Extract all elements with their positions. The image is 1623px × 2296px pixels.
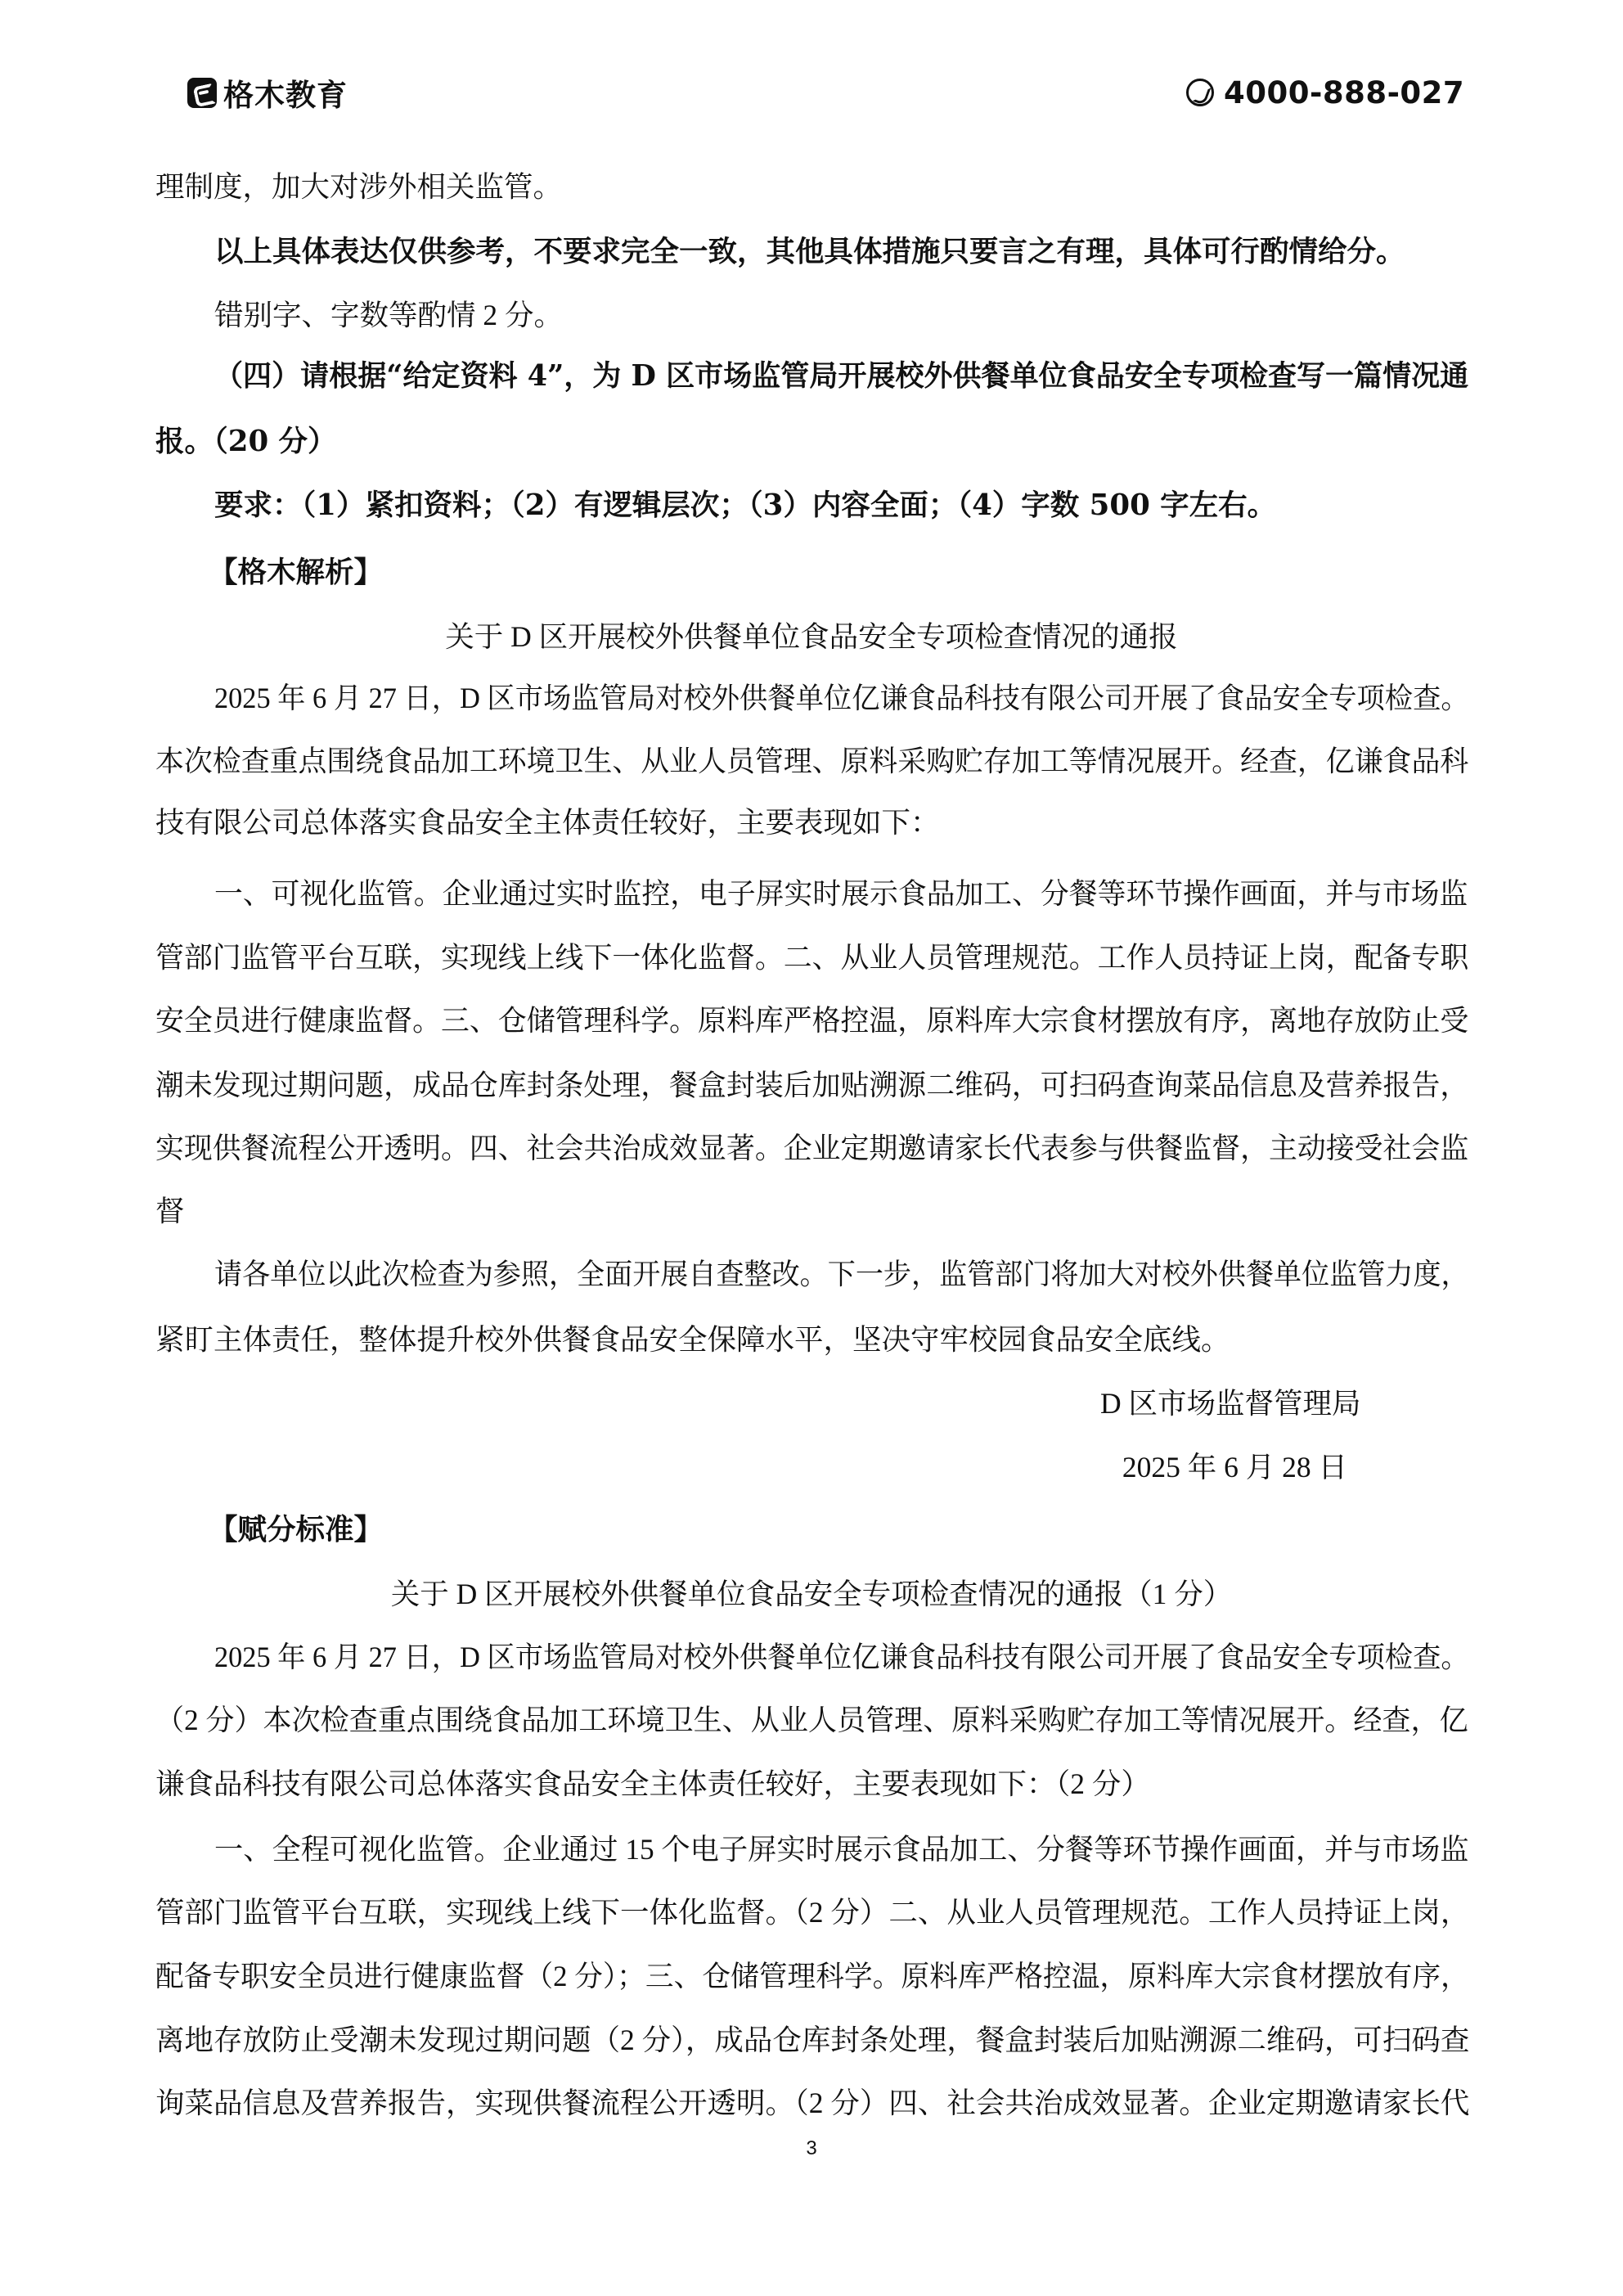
text-line: 管部门监管平台互联，实现线上线下一体化监督。（2 分）二、从业人员管理规范。工作人员持证上岗，: [155, 1896, 1470, 1929]
scoring-title: 关于 D 区开展校外供餐单位食品安全专项检查情况的通报（1 分）: [390, 1578, 1233, 1610]
phone-icon: [1186, 79, 1214, 106]
text-line: 本次检查重点围绕食品加工环境卫生、从业人员管理、原料采购贮存加工等情况展开。经查，亿谦食品科: [155, 745, 1469, 777]
text-line: 请各单位以此次检查为参照，全面开展自查整改。下一步，监管部门将加大对校外供餐单位监管力度，: [214, 1258, 1469, 1290]
question-line: 报。（20 分）: [155, 425, 337, 458]
logo-mark-icon: [187, 78, 217, 108]
text-line: （2 分）本次检查重点围绕食品加工环境卫生、从业人员管理、原料采购贮存加工等情况展开。经查，亿: [155, 1704, 1468, 1736]
text-line: 理制度，加大对涉外相关监管。: [155, 170, 563, 203]
text-line: 询菜品信息及营养报告，实现供餐流程公开透明。（2 分）四、社会共治成效显著。企业定期邀请家长代: [155, 2087, 1470, 2119]
text-line: 管部门监管平台互联，实现线上线下一体化监督。二、从业人员管理规范。工作人员持证上岗，配备专职: [155, 941, 1469, 974]
text-line: 安全员进行健康监督。三、仓储管理科学。原料库严格控温，原料库大宗食材摆放有序，离地存放防止受: [155, 1004, 1469, 1037]
page-number: 3: [806, 2137, 817, 2159]
hotline: [1186, 72, 1464, 113]
bold-note: 以上具体表达仅供参考，不要求完全一致，其他具体措施只要言之有理，具体可行酌情给分。: [214, 235, 1405, 268]
text-line: 离地存放防止受潮未发现过期问题（2 分），成品仓库封条处理，餐盒封装后加贴溯源二维码，可扫码查: [155, 2024, 1470, 2056]
text-line: 配备专职安全员进行健康监督（2 分）；三、仓储管理科学。原料库严格控温，原料库大宗食材摆放有序，: [155, 1960, 1469, 1992]
signature: D 区市场监督管理局: [1100, 1387, 1361, 1420]
text-line: 谦食品科技有限公司总体落实食品安全主体责任较好，主要表现如下：（2 分）: [155, 1767, 1150, 1800]
text-line: 实现供餐流程公开透明。四、社会共治成效显著。企业定期邀请家长代表参与供餐监督，主动接受社会监: [155, 1132, 1469, 1164]
text-line: 技有限公司总体落实食品安全主体责任较好，主要表现如下：: [155, 806, 940, 839]
text-line: 一、全程可视化监管。企业通过 15 个电子屏实时展示食品加工、分餐等环节操作画面，并与市场监: [214, 1833, 1469, 1866]
analysis-title: 关于 D 区开展校外供餐单位食品安全专项检查情况的通报: [445, 620, 1178, 653]
brand-logo: [187, 72, 348, 113]
analysis-heading: 【格木解析】: [209, 556, 384, 589]
scoring-heading: 【赋分标准】: [209, 1513, 384, 1546]
text-line: 2025 年 6 月 27 日，D 区市场监管局对校外供餐单位亿谦食品科技有限公司开展了食品安全专项检查。: [214, 1641, 1469, 1673]
question-line: （四）请根据“给定资料 4”，为 D 区市场监管局开展校外供餐单位食品安全专项检查写一篇情况通: [214, 359, 1469, 393]
logo-text: 格木教育: [223, 78, 348, 113]
text-line: 2025 年 6 月 27 日，D 区市场监管局对校外供餐单位亿谦食品科技有限公司开展了食品安全专项检查。: [214, 682, 1469, 714]
signature-date: 2025 年 6 月 28 日: [1122, 1451, 1347, 1483]
text-line: 紧盯主体责任，整体提升校外供餐食品安全保障水平，坚决守牢校园食品安全底线。: [155, 1323, 1230, 1356]
typo-note: 错别字、字数等酌情 2 分。: [214, 299, 564, 331]
text-line: 潮未发现过期问题，成品仓库封条处理，餐盒封装后加贴溯源二维码，可扫码查询菜品信息及营养报告，: [155, 1069, 1469, 1101]
question-requirements: 要求：（1）紧扣资料；（2）有逻辑层次；（3）内容全面；（4）字数 500 字左右。: [214, 488, 1277, 522]
text-line: 督: [155, 1195, 185, 1227]
text-line: 一、可视化监管。企业通过实时监控，电子屏实时展示食品加工、分餐等环节操作画面，并与市场监: [214, 877, 1468, 910]
hotline-number: 4000-888-027: [1224, 74, 1465, 110]
